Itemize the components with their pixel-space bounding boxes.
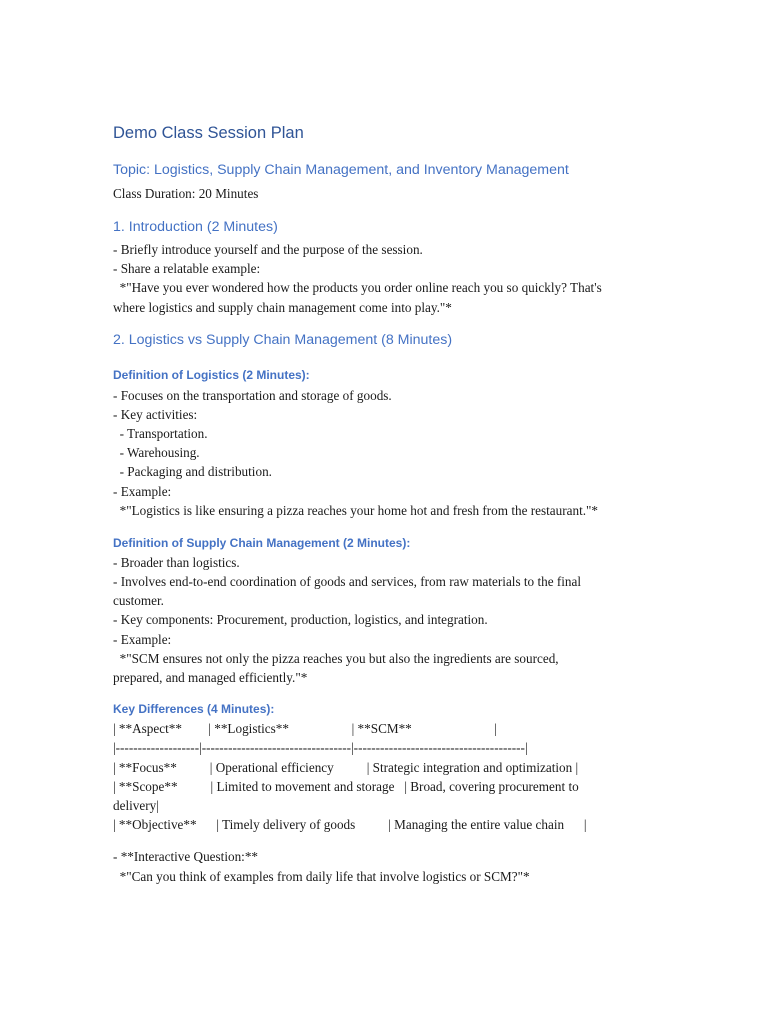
logistics-line: - Example: [113,484,172,499]
scm-line: - Key components: Procurement, production, logistics, and integration. [113,612,488,627]
logistics-line: - Packaging and distribution. [113,464,272,479]
intro-line: - Briefly introduce yourself and the purpose of the session. [113,242,423,257]
intro-line: - Share a relatable example: [113,261,261,276]
scm-line: prepared, and managed efficiently."* [113,670,308,685]
scm-definition-heading: Definition of Supply Chain Management (2 Minutes): [113,536,411,550]
scm-line: *"SCM ensures not only the pizza reaches you but also the ingredients are sourced, [113,651,559,666]
section-intro-heading: 1. Introduction (2 Minutes) [113,219,278,235]
interactive-question-line: *"Can you think of examples from daily life that involve logistics or SCM?"* [113,869,530,884]
logistics-line: - Key activities: [113,407,198,422]
intro-line: *"Have you ever wondered how the products you order online reach you so quickly? That's [113,280,602,295]
logistics-line: - Focuses on the transportation and storage of goods. [113,388,392,403]
differences-table-line: delivery| [113,798,159,813]
logistics-definition-heading: Definition of Logistics (2 Minutes): [113,368,310,382]
logistics-line: - Transportation. [113,426,208,441]
intro-line: where logistics and supply chain management come into play."* [113,300,452,315]
interactive-question-line: - **Interactive Question:** [113,849,259,864]
class-duration: Class Duration: 20 Minutes [113,186,259,201]
differences-table-line: | **Aspect** | **Logistics** | **SCM** | [113,721,497,736]
section-logistics-vs-scm-heading: 2. Logistics vs Supply Chain Management (8 Minutes) [113,332,453,348]
differences-table-line: | **Objective** | Timely delivery of goods | Managing the entire value chain | [113,817,587,832]
differences-table-line: |-------------------|----------------------------------|---------------------------------------| [113,740,528,755]
scm-line: customer. [113,593,164,608]
document-title: Demo Class Session Plan [113,124,304,142]
differences-table-line: | **Focus** | Operational efficiency | Strategic integration and optimization | [113,760,579,775]
logistics-line: - Warehousing. [113,445,200,460]
differences-table-line: | **Scope** | Limited to movement and storage | Broad, covering procurement to [113,779,579,794]
scm-line: - Involves end-to-end coordination of goods and services, from raw materials to the final [113,574,582,589]
logistics-line: *"Logistics is like ensuring a pizza reaches your home hot and fresh from the restaurant."* [113,503,599,518]
scm-line: - Example: [113,632,172,647]
topic-heading: Topic: Logistics, Supply Chain Management, and Inventory Management [113,162,569,178]
key-differences-heading: Key Differences (4 Minutes): [113,702,275,716]
scm-line: - Broader than logistics. [113,555,240,570]
